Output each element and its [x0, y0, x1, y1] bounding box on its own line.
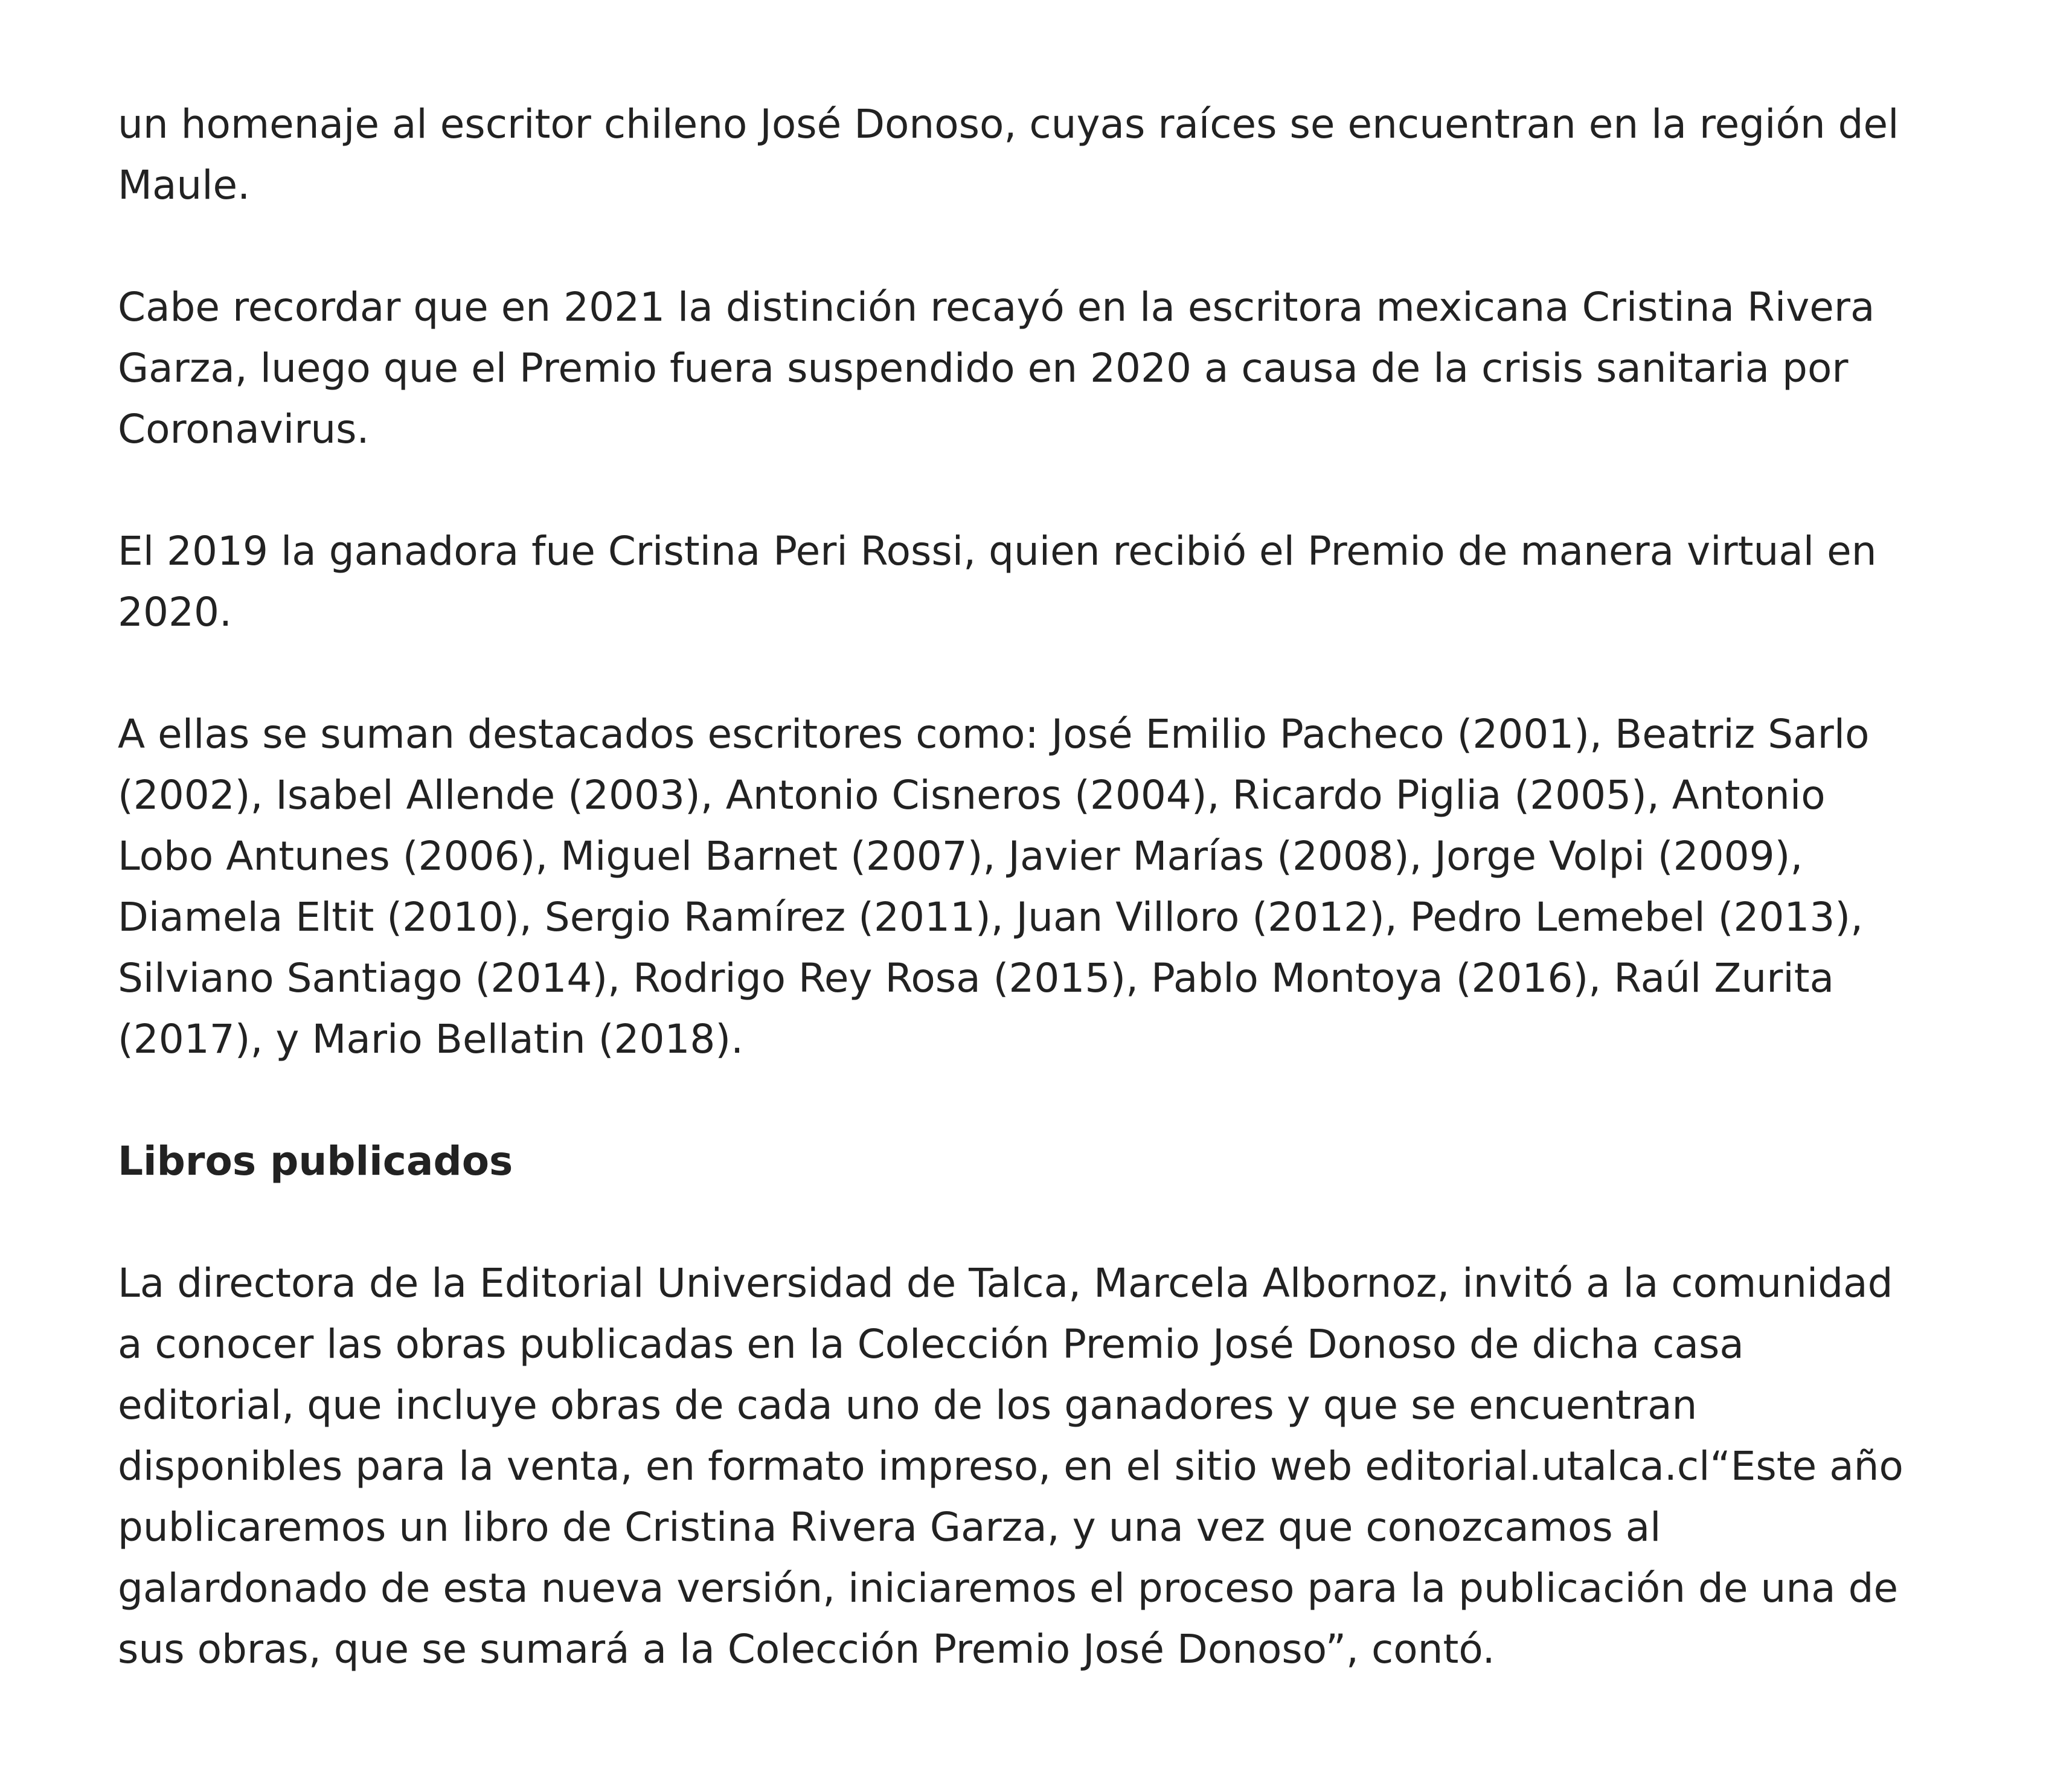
paragraph-2021-winner [118, 277, 1960, 460]
paragraph-line: sus obras, que se sumará a la Colección Premio José Donoso”, contó. [118, 1626, 1495, 1672]
paragraph-line: un homenaje al escritor chileno José Donoso, cuyas raíces se encuentran en la región del [118, 101, 1899, 147]
paragraph-homenaje [118, 94, 1960, 216]
paragraph-line: publicaremos un libro de Cristina Rivera Garza, y una vez que conozcamos al [118, 1504, 1661, 1550]
paragraph-past-winners [118, 704, 1960, 1070]
paragraph-line: A ellas se suman destacados escritores como: José Emilio Pacheco (2001), Beatriz Sarlo [118, 711, 1870, 757]
paragraph-line: La directora de la Editorial Universidad de Talca, Marcela Albornoz, invitó a la comunidad [118, 1260, 1893, 1306]
paragraph-line: Garza, luego que el Premio fuera suspendido en 2020 a causa de la crisis sanitaria por [118, 345, 1849, 391]
section-heading-libros-publicados: Libros publicados [118, 1138, 513, 1184]
paragraph-line: a conocer las obras publicadas en la Colección Premio José Donoso de dicha casa [118, 1321, 1744, 1367]
paragraph-line: editorial, que incluye obras de cada uno de los ganadores y que se encuentran [118, 1382, 1698, 1428]
paragraph-line: Lobo Antunes (2006), Miguel Barnet (2007), Javier Marías (2008), Jorge Volpi (2009), [118, 833, 1803, 879]
paragraph-line: Coronavirus. [118, 406, 370, 452]
paragraph-line: Silviano Santiago (2014), Rodrigo Rey Rosa (2015), Pablo Montoya (2016), Raúl Zurita [118, 955, 1835, 1001]
paragraph-line: disponibles para la venta, en formato impreso, en el sitio web editorial.utalca.cl“Este año [118, 1443, 1903, 1489]
paragraph-line: galardonado de esta nueva versión, iniciaremos el proceso para la publicación de una de [118, 1565, 1899, 1611]
paragraph-line: (2017), y Mario Bellatin (2018). [118, 1016, 744, 1062]
paragraph-line: 2020. [118, 589, 232, 635]
paragraph-2019-winner [118, 521, 1960, 643]
paragraph-line: Maule. [118, 162, 251, 208]
paragraph-editorial [118, 1253, 1960, 1680]
article-body [118, 94, 1960, 1741]
paragraph-line: El 2019 la ganadora fue Cristina Peri Rossi, quien recibió el Premio de manera virtual en [118, 528, 1877, 574]
paragraph-line: Cabe recordar que en 2021 la distinción recayó en la escritora mexicana Cristina Rivera [118, 284, 1875, 330]
paragraph-line: (2002), Isabel Allende (2003), Antonio Cisneros (2004), Ricardo Piglia (2005), Antonio [118, 772, 1826, 818]
paragraph-line: Diamela Eltit (2010), Sergio Ramírez (2011), Juan Villoro (2012), Pedro Lemebel (2013), [118, 894, 1864, 940]
